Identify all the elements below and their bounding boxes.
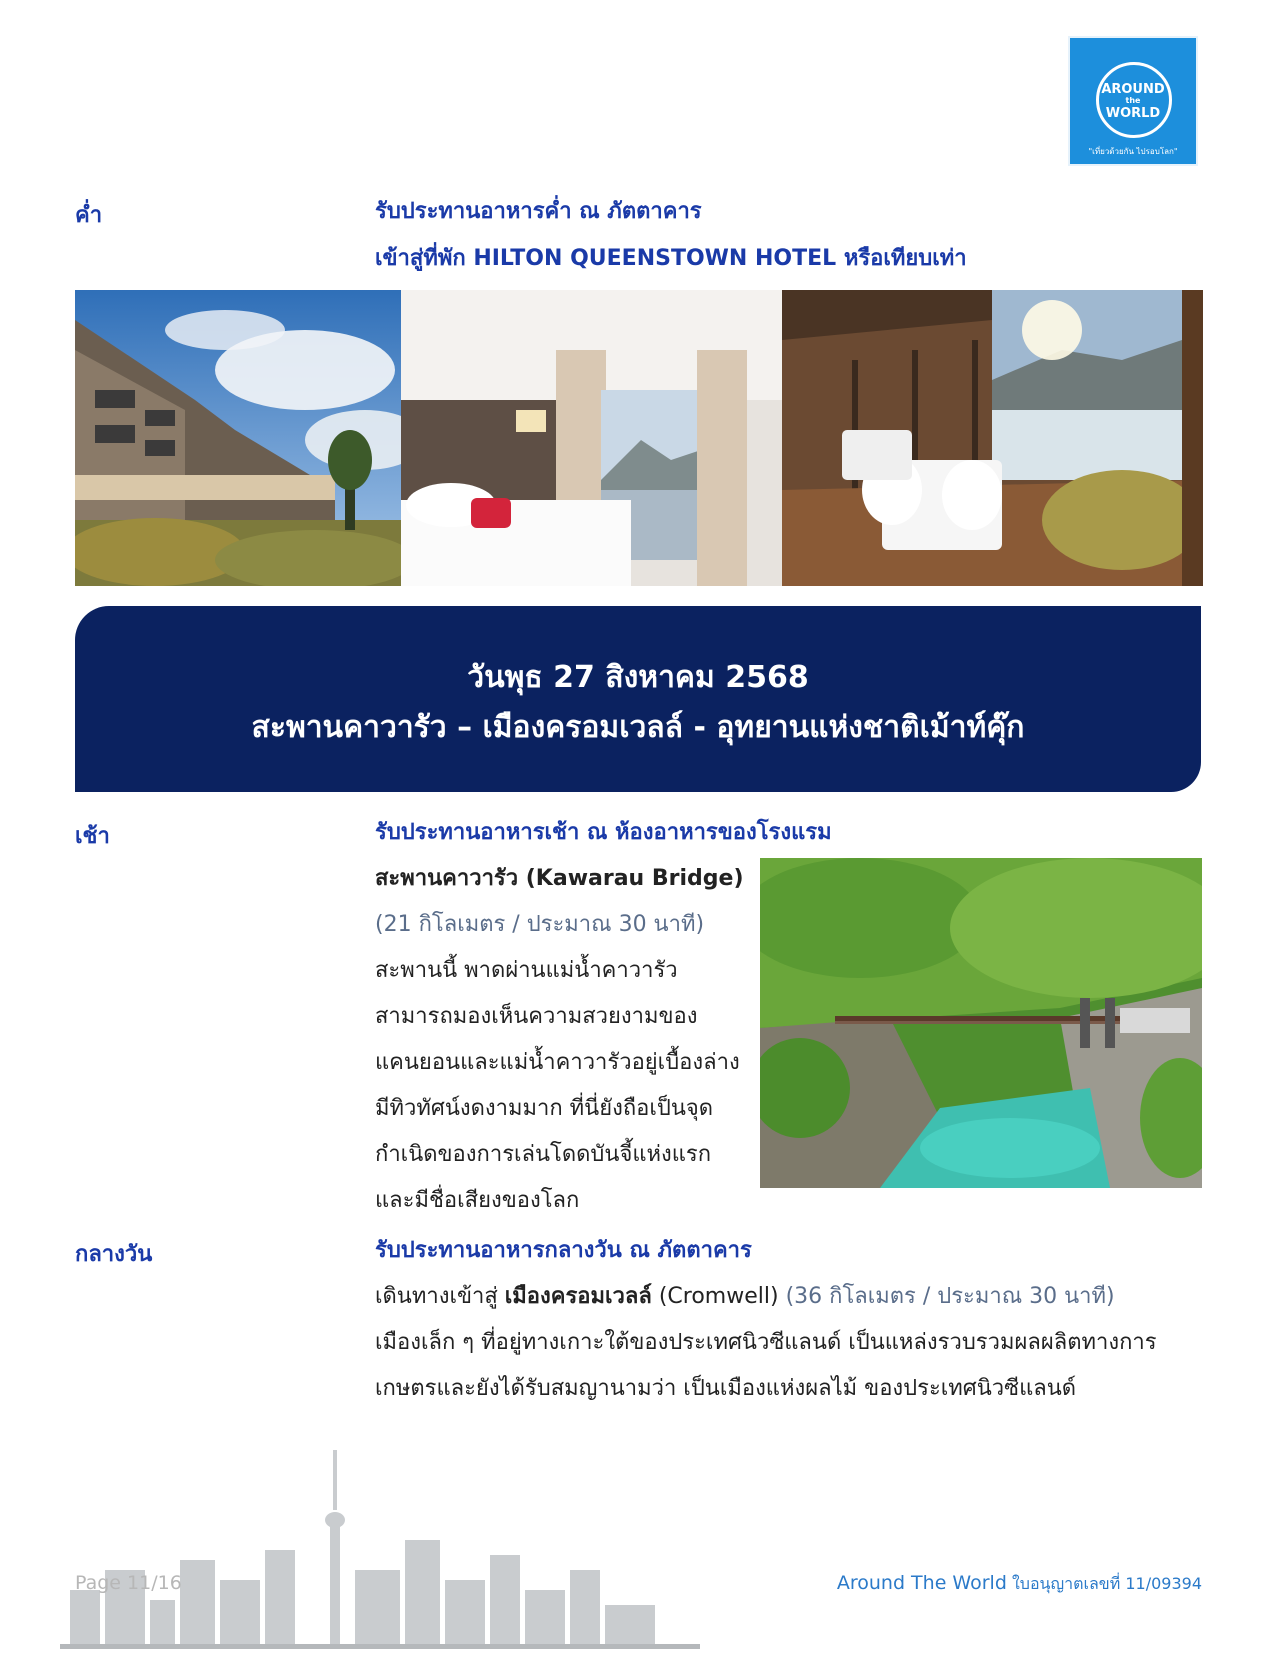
kawarau-desc-2: สามารถมองเห็นความสวยงามของ bbox=[375, 1004, 698, 1029]
dinner-label: ค่ำ bbox=[75, 203, 103, 228]
footer-license-number: ใบอนุญาตเลขที่ 11/09394 bbox=[1006, 1574, 1202, 1593]
footer-license bbox=[837, 1572, 1202, 1597]
cromwell-name: เมืองครอมเวลล์ bbox=[504, 1284, 652, 1309]
footer-company: Around The World bbox=[836, 1572, 1007, 1594]
day-date: วันพุธ 27 สิงหาคม 2568 bbox=[467, 660, 809, 695]
kawarau-desc-6: และมีชื่อเสียงของโลก bbox=[375, 1188, 580, 1213]
logo-text-the: the bbox=[1125, 96, 1141, 105]
kawarau-bridge-photo bbox=[760, 858, 1202, 1188]
dinner-meal: รับประทานอาหารค่ำ ณ ภัตตาคาร bbox=[375, 199, 702, 224]
hotel-restaurant-photo bbox=[782, 290, 1203, 586]
company-logo bbox=[1068, 36, 1198, 166]
logo-tagline: "เที่ยวด้วยกัน ไปรอบโลก" bbox=[1088, 147, 1178, 156]
cromwell-desc-1: เมืองเล็ก ๆ ที่อยู่ทางเกาะใต้ของประเทศนิวซีแลนด์ เป็นแหล่งรวบรวมผลผลิตทางการ bbox=[375, 1330, 1157, 1355]
kawarau-desc-3: แคนยอนและแม่น้ำคาวารัวอยู่เบื้องล่าง bbox=[375, 1050, 740, 1075]
cromwell-name-en: (Cromwell) bbox=[651, 1284, 786, 1309]
hotel-checkin: เข้าสู่ที่พัก HILTON QUEENSTOWN HOTEL หรือเทียบเท่า bbox=[375, 246, 967, 271]
kawarau-bridge-name: สะพานคาวารัว (Kawarau Bridge) bbox=[375, 866, 744, 891]
cromwell-desc-2: เกษตรและยังได้รับสมญานามว่า เป็นเมืองแห่งผลไม้ ของประเทศนิวซีแลนด์ bbox=[375, 1376, 1077, 1401]
cromwell-distance: (36 กิโลเมตร / ประมาณ 30 นาที) bbox=[785, 1284, 1115, 1309]
noon-meal: รับประทานอาหารกลางวัน ณ ภัตตาคาร bbox=[375, 1238, 752, 1263]
city-skyline-graphic bbox=[60, 1450, 700, 1649]
kawarau-desc-1: สะพานนี้ พาดผ่านแม่น้ำคาวารัว bbox=[375, 958, 678, 983]
day-banner bbox=[75, 606, 1201, 792]
kawarau-bridge-title bbox=[375, 856, 744, 902]
cromwell-travel-prefix: เดินทางเข้าสู่ bbox=[375, 1284, 505, 1309]
hotel-room-photo bbox=[401, 290, 782, 586]
cromwell-travel bbox=[375, 1274, 1115, 1320]
kawarau-desc-4: มีทิวทัศน์งดงามมาก ที่นี่ยังถือเป็นจุด bbox=[375, 1096, 714, 1121]
morning-label: เช้า bbox=[75, 824, 110, 849]
noon-label: กลางวัน bbox=[75, 1242, 153, 1267]
kawarau-distance: (21 กิโลเมตร / ประมาณ 30 นาที) bbox=[375, 912, 705, 937]
page-number: Page 11/16 bbox=[75, 1572, 182, 1594]
logo-text-world: WORLD bbox=[1105, 106, 1161, 121]
morning-meal: รับประทานอาหารเช้า ณ ห้องอาหารของโรงแรม bbox=[375, 820, 832, 845]
kawarau-desc-5: กำเนิดของการเล่นโดดบันจี้แห่งแรก bbox=[375, 1142, 712, 1167]
logo-text-around: AROUND bbox=[1101, 82, 1165, 97]
hotel-exterior-photo bbox=[75, 290, 401, 586]
day-route: สะพานคาวารัว – เมืองครอมเวลล์ - อุทยานแห่งชาติเม้าท์คุ๊ก bbox=[251, 710, 1025, 745]
